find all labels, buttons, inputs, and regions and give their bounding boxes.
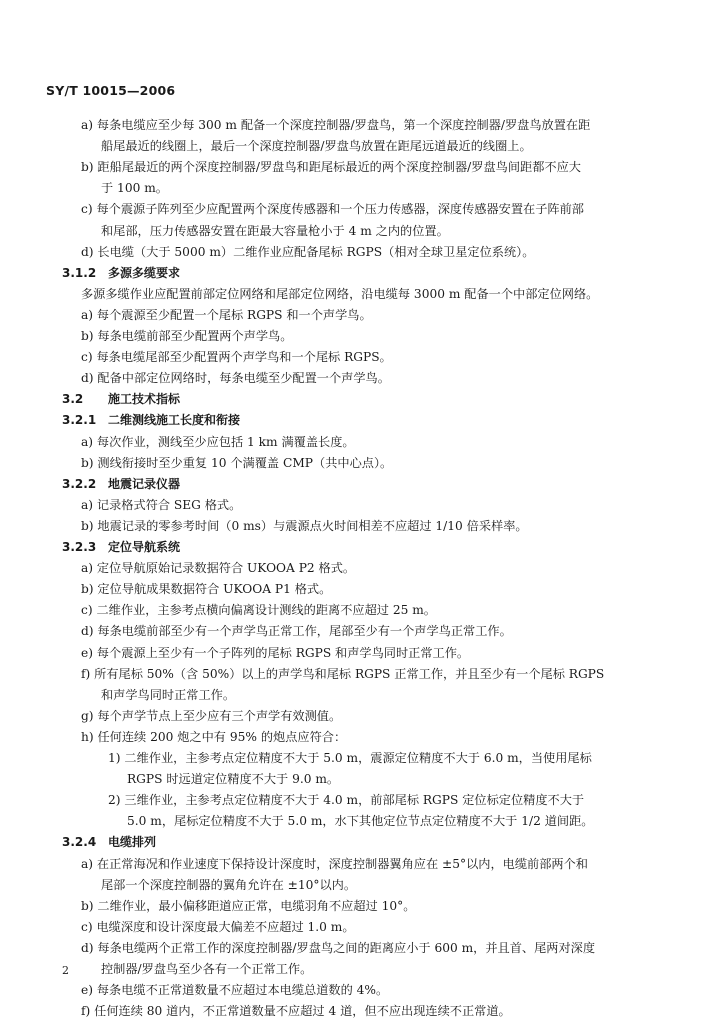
- list-item-continuation: 于 100 m。: [101, 181, 168, 196]
- section-number: 3.2.1: [62, 413, 97, 428]
- list-item: b) 每条电缆前部至少配置两个声学鸟。: [81, 329, 293, 343]
- section-heading: [62, 834, 156, 850]
- list-item: e) 每条电缆不正常道数量不应超过本电缆总道数的 4%。: [81, 983, 389, 998]
- list-item: b) 距船尾最近的两个深度控制器/罗盘鸟和距尾标最近的两个深度控制器/罗盘鸟间距都不应大: [81, 160, 581, 175]
- list-item: b) 测线衔接时至少重复 10 个满覆盖 CMP（共中心点）。: [81, 455, 393, 470]
- list-item: a) 在正常海况和作业速度下保持设计深度时，深度控制器翼角应在 ±5°以内，电缆前部两个和: [81, 856, 588, 871]
- list-item: b) 二维作业，最小偏移距道应正常，电缆羽角不应超过 10°。: [81, 898, 416, 913]
- list-item: h) 任何连续 200 炮之中有 95% 的炮点应符合：: [81, 729, 347, 744]
- list-item-continuation: 控制器/罗盘鸟至少各有一个正常工作。: [101, 962, 313, 976]
- list-item: c) 每个震源子阵列至少应配置两个深度传感器和一个压力传感器，深度传感器安置在子阵前部: [81, 202, 584, 217]
- section-heading: [62, 265, 180, 281]
- section-title: 电缆排列: [108, 835, 157, 850]
- section-title: 二维测线施工长度和衔接: [108, 413, 241, 428]
- list-item: a) 记录格式符合 SEG 格式。: [81, 497, 242, 512]
- section-heading: [62, 412, 240, 428]
- list-item: a) 每条电缆应至少每 300 m 配备一个深度控制器/罗盘鸟，第一个深度控制器/罗盘鸟放置在距: [81, 118, 591, 132]
- list-item-continuation: RGPS 时远道定位精度不大于 9.0 m。: [127, 772, 340, 787]
- list-item: 2) 三维作业，主参考点定位精度不大于 4.0 m，前部尾标 RGPS 定位标定位精度不大于: [108, 793, 585, 808]
- list-item: c) 二维作业，主参考点横向偏离设计测线的距离不应超过 25 m。: [81, 603, 436, 618]
- list-item: a) 定位导航原始记录数据符合 UKOOA P2 格式。: [81, 561, 356, 576]
- section-title: 多源多缆要求: [108, 265, 181, 280]
- list-item: d) 配备中部定位网络时，每条电缆至少配置一个声学鸟。: [81, 371, 390, 386]
- list-item-continuation: 尾部一个深度控制器的翼角允许在 ±10°以内。: [101, 877, 357, 892]
- page-number: 2: [62, 964, 69, 977]
- section-number: 3.2.2: [62, 476, 97, 491]
- list-item: c) 每条电缆尾部至少配置两个声学鸟和一个尾标 RGPS。: [81, 350, 392, 365]
- section-heading: [62, 476, 180, 492]
- section-title: 施工技术指标: [108, 392, 181, 407]
- list-item: 1) 二维作业，主参考点定位精度不大于 5.0 m，震源定位精度不大于 6.0 m，当使用尾标: [108, 751, 592, 765]
- list-item: f) 所有尾标 50%（含 50%）以上的声学鸟和尾标 RGPS 正常工作，并且至少有一个尾标 RGPS: [81, 666, 605, 681]
- paragraph-line: 多源多缆作业应配置前部定位网络和尾部定位网络，沿电缆每 3000 m 配备一个中部定位网络。: [81, 286, 599, 301]
- section-heading: [62, 539, 180, 555]
- list-item: b) 定位导航成果数据符合 UKOOA P1 格式。: [81, 582, 332, 597]
- section-number: 3.1.2: [62, 265, 97, 280]
- section-title: 地震记录仪器: [108, 476, 181, 491]
- list-item-continuation: 5.0 m，尾标定位精度不大于 5.0 m，水下其他定位节点定位精度不大于 1/2 道间距。: [127, 814, 594, 829]
- section-heading: [62, 391, 180, 407]
- list-item: c) 电缆深度和设计深度最大偏差不应超过 1.0 m。: [81, 919, 355, 934]
- list-item: a) 每个震源至少配置一个尾标 RGPS 和一个声学鸟。: [81, 307, 372, 322]
- section-number: 3.2: [62, 392, 84, 407]
- list-item: d) 每条电缆前部至少有一个声学鸟正常工作，尾部至少有一个声学鸟正常工作。: [81, 624, 512, 639]
- list-item-continuation: 船尾最近的线圈上，最后一个深度控制器/罗盘鸟放置在距尾远道最近的线圈上。: [101, 139, 532, 154]
- list-item: d) 每条电缆两个正常工作的深度控制器/罗盘鸟之间的距离应小于 600 m，并且首、尾两对深度: [81, 940, 596, 955]
- list-item-continuation: 和尾部，压力传感器安置在距最大容量枪小于 4 m 之内的位置。: [101, 223, 449, 238]
- list-item: f) 任何连续 80 道内，不正常道数量不应超过 4 道，但不应出现连续不正常道。: [81, 1004, 511, 1019]
- list-item: g) 每个声学节点上至少应有三个声学有效测值。: [81, 708, 342, 723]
- section-number: 3.2.4: [62, 835, 97, 850]
- list-item: e) 每个震源上至少有一个子阵列的尾标 RGPS 和声学鸟同时正常工作。: [81, 645, 470, 660]
- list-item-continuation: 和声学鸟同时正常工作。: [101, 687, 236, 702]
- list-item: d) 长电缆（大于 5000 m）二维作业应配备尾标 RGPS（相对全球卫星定位系统）。: [81, 244, 535, 259]
- section-number: 3.2.3: [62, 540, 97, 554]
- standard-code-header: SY/T 10015—2006: [46, 83, 176, 98]
- list-item: a) 每次作业，测线至少应包括 1 km 满覆盖长度。: [81, 434, 355, 449]
- list-item: b) 地震记录的零参考时间（0 ms）与震源点火时间相差不应超过 1/10 倍采样率。: [81, 518, 528, 533]
- section-title: 定位导航系统: [108, 540, 181, 554]
